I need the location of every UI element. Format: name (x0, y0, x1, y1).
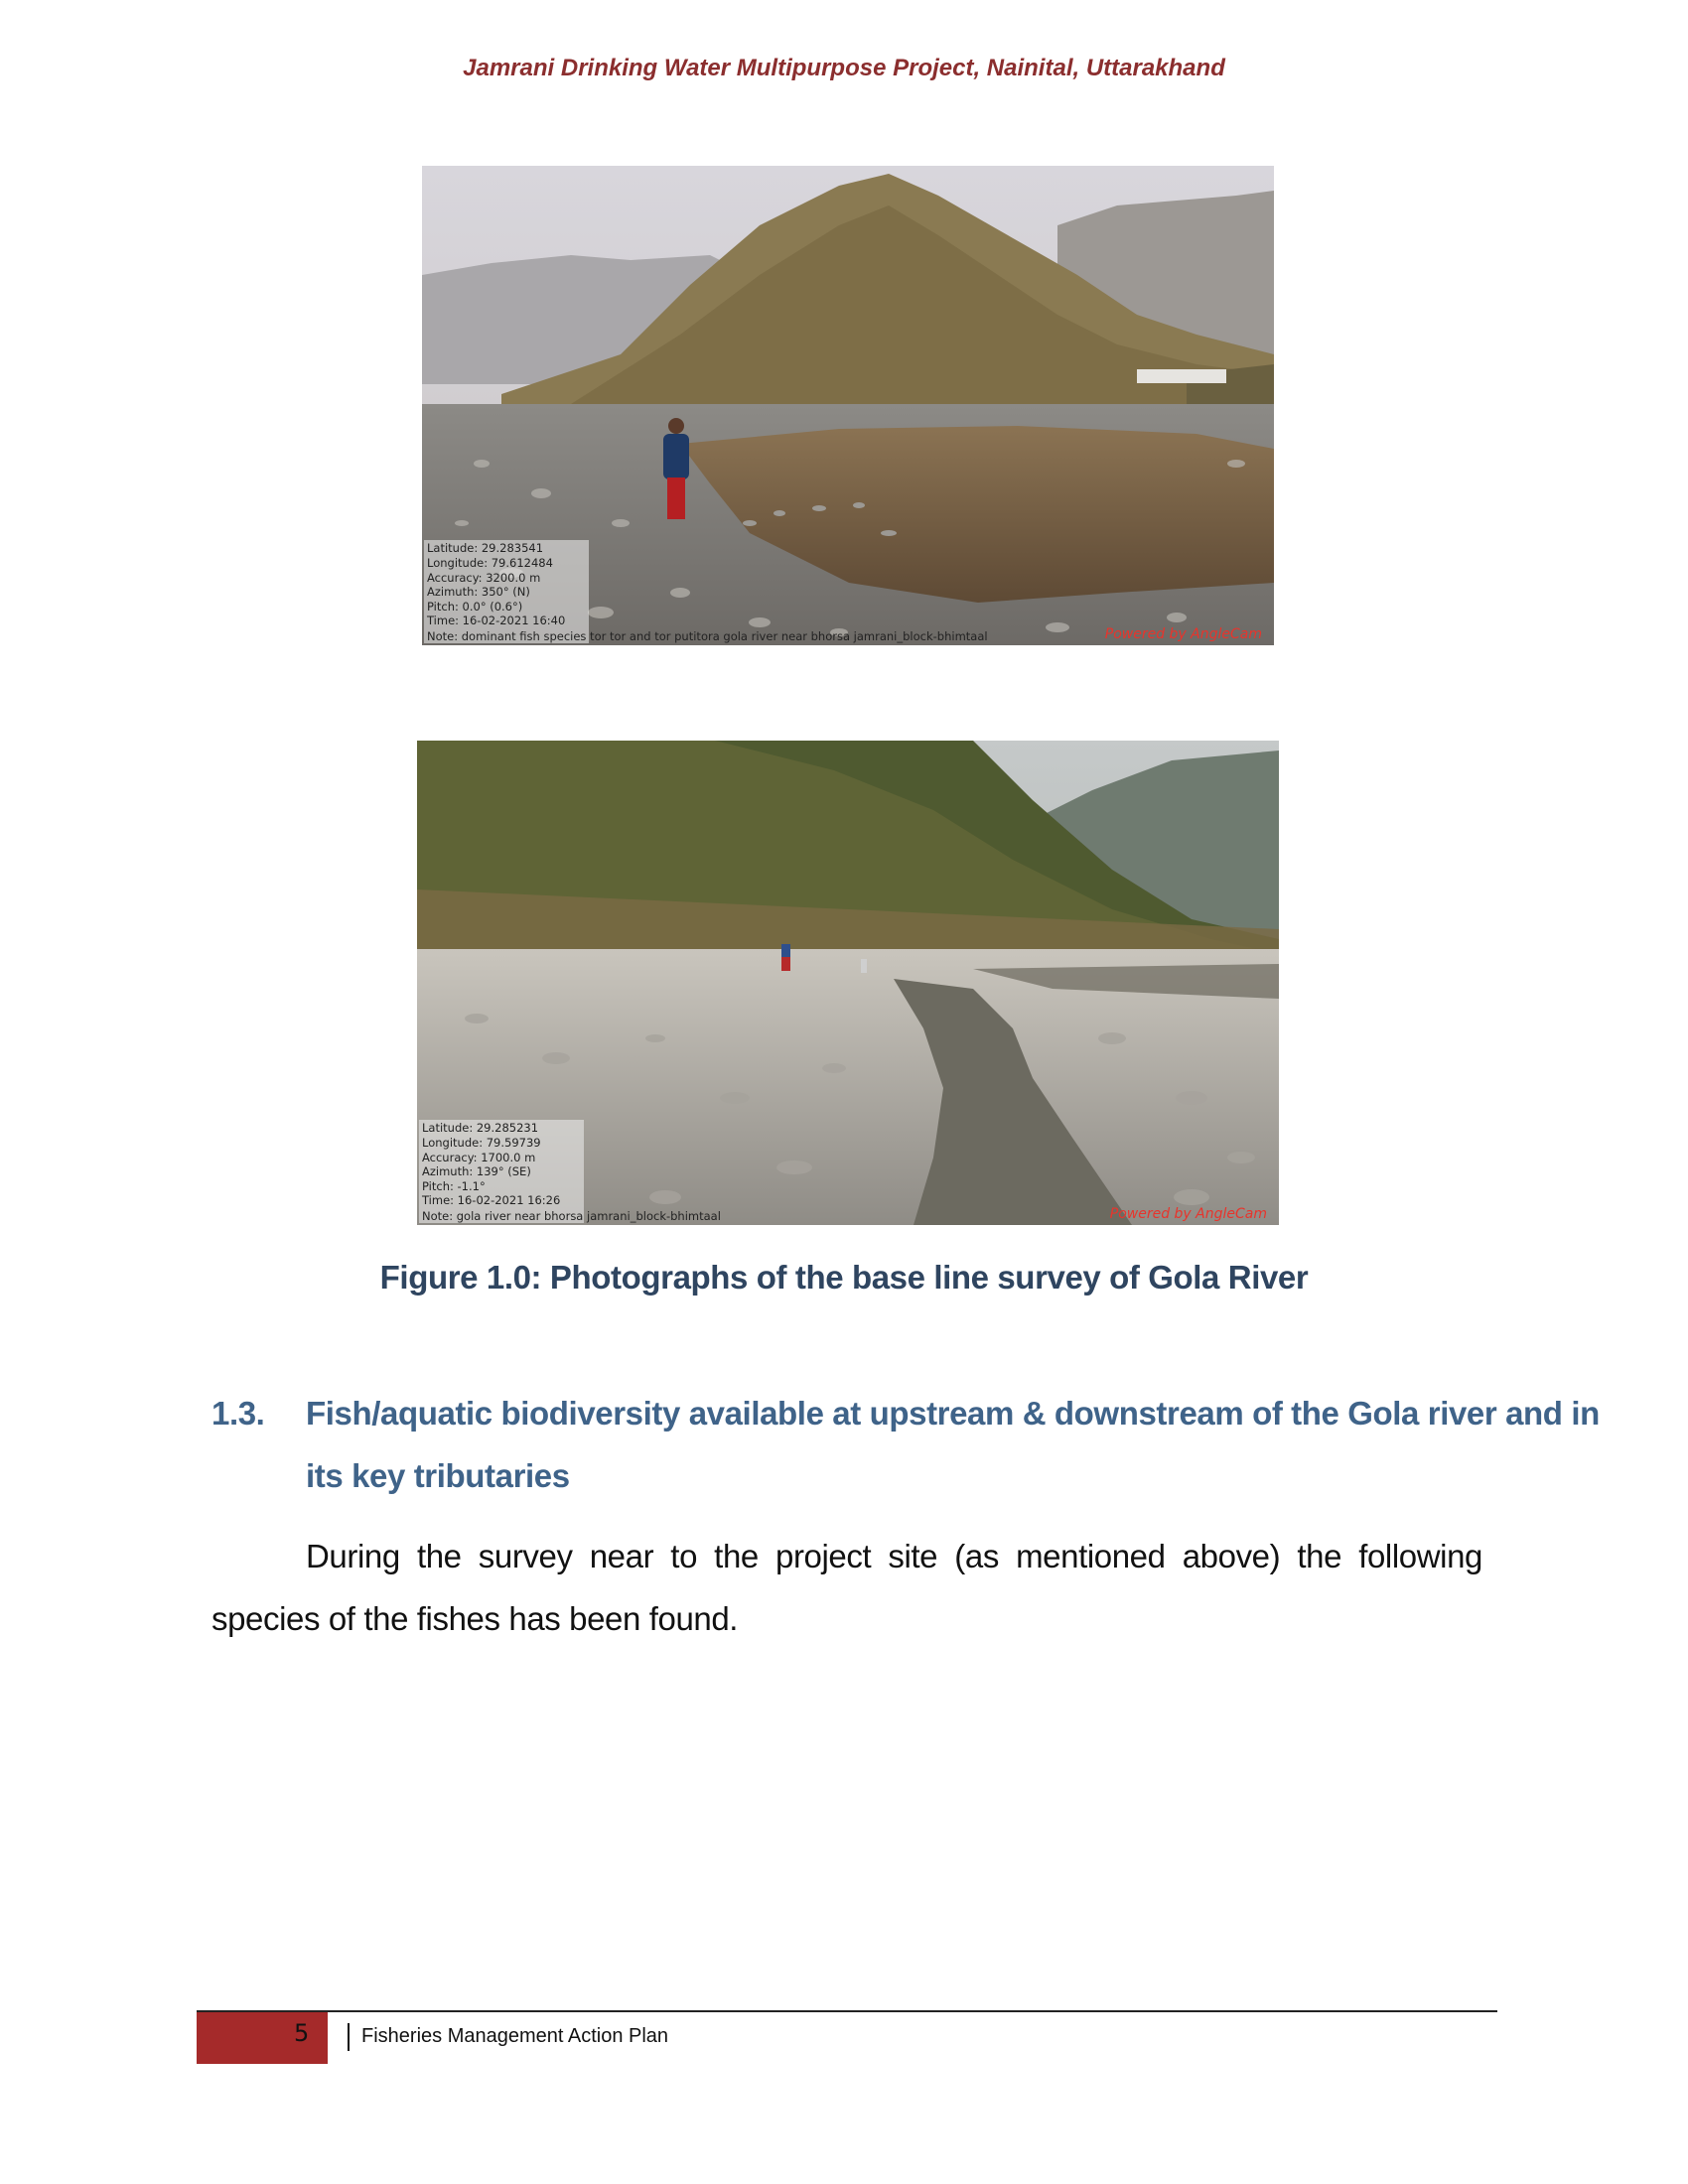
azimuth-text: Azimuth: 139° (SE) (422, 1164, 531, 1179)
section-title: Fish/aquatic biodiversity available at upstream & downstream of the Gola river and in its key tributaries (306, 1395, 1600, 1494)
latitude-text: Latitude: 29.283541 (427, 541, 544, 556)
body-paragraph: During the survey near to the project site (as mentioned above) the following species of the fishes has been found. (211, 1538, 1482, 1637)
photo-2-metadata (419, 1120, 584, 1223)
footer-rule (197, 2010, 1497, 2012)
latitude-text: Latitude: 29.285231 (422, 1121, 539, 1136)
time-text: Time: 16-02-2021 16:26 (422, 1193, 561, 1208)
accuracy-text: Accuracy: 1700.0 m (422, 1150, 536, 1164)
longitude-text: Longitude: 79.612484 (427, 556, 553, 571)
longitude-text: Longitude: 79.59739 (422, 1136, 541, 1151)
running-header: Jamrani Drinking Water Multipurpose Project, Nainital, Uttarakhand (463, 55, 1225, 81)
section-number: 1.3. (211, 1395, 265, 1432)
azimuth-text: Azimuth: 350° (N) (427, 585, 530, 600)
photo-1-note: Note: dominant fish species tor tor and tor putitora gola river near bhorsa jamrani_block-bhimtaal (427, 629, 988, 643)
photo-1-watermark: Powered by AngleCam (1104, 626, 1262, 642)
river-photo-1 (422, 166, 1274, 645)
photo-1-metadata (424, 540, 589, 643)
accuracy-text: Accuracy: 3200.0 m (427, 570, 541, 585)
page-number: 5 (294, 2019, 310, 2047)
footer-document-title: Fisheries Management Action Plan (361, 2025, 669, 2047)
river-photo-2 (417, 741, 1279, 1225)
photo-2-note: Note: gola river near bhorsa jamrani_block-bhimtaal (422, 1209, 721, 1223)
footer-separator (348, 2023, 350, 2051)
pitch-text: Pitch: 0.0° (0.6°) (427, 599, 523, 614)
photo-2-watermark: Powered by AngleCam (1109, 1206, 1267, 1222)
pitch-text: Pitch: -1.1° (422, 1178, 486, 1193)
figure-caption: Figure 1.0: Photographs of the base line survey of Gola River (379, 1259, 1309, 1296)
time-text: Time: 16-02-2021 16:40 (427, 614, 566, 628)
